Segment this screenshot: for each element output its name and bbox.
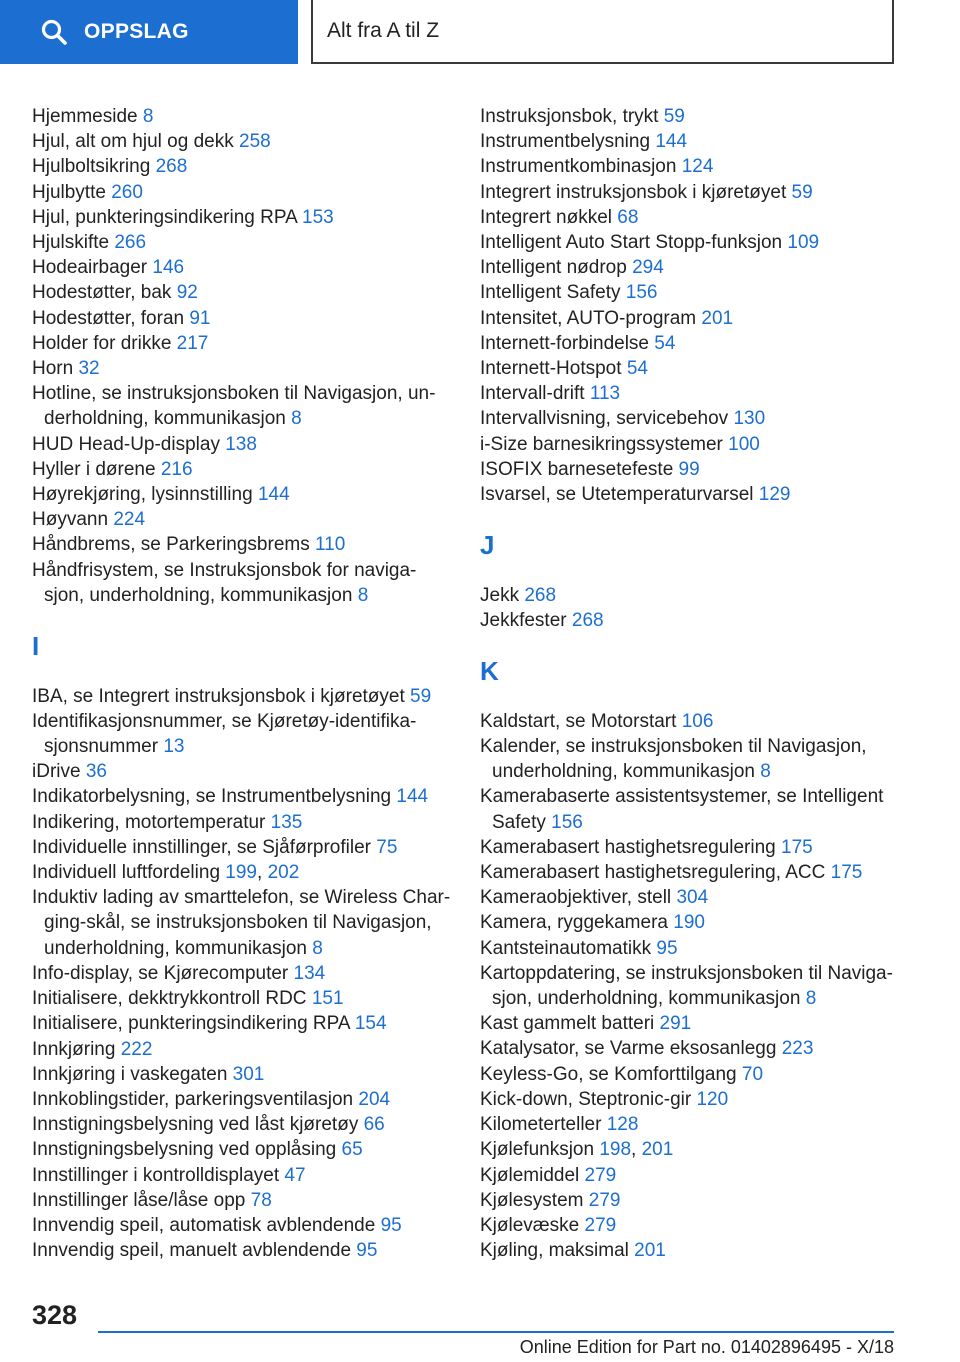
index-entry (480, 1036, 910, 1061)
page-link[interactable]: 201 (641, 1139, 674, 1161)
page-link[interactable]: 144 (396, 786, 429, 808)
index-column-left (32, 104, 452, 1263)
page-link[interactable]: 198 (599, 1139, 632, 1161)
index-entry (480, 356, 910, 381)
page-link[interactable]: 224 (113, 509, 146, 531)
page-link[interactable]: 201 (634, 1240, 666, 1262)
page-link[interactable]: 222 (120, 1038, 153, 1060)
index-entry (480, 406, 910, 431)
entry-term: Hjulboltsikring (32, 156, 151, 178)
entry-term: Intelligent Auto Start Stopp-funksjon (480, 232, 783, 254)
index-entry (32, 280, 452, 305)
page-link[interactable]: 99 (678, 458, 700, 480)
page-link[interactable]: 8 (142, 106, 154, 127)
page-link[interactable]: 201 (701, 307, 734, 329)
index-entry (480, 961, 910, 1011)
index-entry (32, 507, 452, 532)
page-link[interactable]: 154 (354, 1013, 387, 1035)
page-link[interactable]: 32 (78, 358, 100, 380)
page-link[interactable]: 36 (85, 761, 107, 783)
edition-text: Online Edition for Part no. 01402896495 - X/18 (519, 1337, 894, 1357)
entry-term: sjonsnummer (44, 736, 159, 758)
page-link[interactable]: 66 (363, 1114, 385, 1136)
breadcrumb-text: Alt fra A til Z (327, 19, 440, 42)
index-entry (32, 129, 452, 154)
entry-term: Holder for drikke (32, 332, 172, 354)
page-link[interactable]: 134 (293, 962, 326, 984)
page-link[interactable]: 129 (758, 484, 791, 506)
entry-term: Hodestøtter, foran (32, 307, 185, 329)
page-link[interactable]: 95 (380, 1214, 402, 1236)
page-link[interactable]: 268 (524, 584, 557, 606)
page-link[interactable]: 266 (114, 232, 147, 254)
entry-term: Initialisere, punkteringsindikering RPA (32, 1013, 350, 1035)
entry-term: Hodeairbager (32, 257, 148, 279)
index-entry (480, 457, 910, 482)
index-entry (32, 835, 452, 860)
index-entry (32, 709, 452, 759)
page-link[interactable]: 113 (589, 383, 621, 405)
entry-term: Kamera, ryggekamera (480, 912, 668, 934)
index-entry (32, 1011, 452, 1036)
page-link[interactable]: 216 (160, 458, 193, 480)
entry-term: ging-skål, se instruksjonsboken til Navigasjon, (44, 912, 432, 934)
index-entry (480, 1137, 910, 1162)
index-entry (480, 129, 910, 154)
index-entry (480, 432, 910, 457)
entry-term: Isvarsel, se Utetemperaturvarsel (480, 484, 754, 506)
breadcrumb (311, 0, 894, 64)
index-entry (32, 1213, 452, 1238)
page-link[interactable]: 258 (239, 131, 271, 153)
entry-term: Kantsteinautomatikk (480, 937, 652, 959)
index-entry (480, 709, 910, 734)
entry-term: Horn (32, 358, 74, 380)
index-entry (32, 381, 452, 431)
entry-term: Intervall-drift (480, 383, 585, 405)
entry-term: Instrumentkombinasjon (480, 156, 677, 178)
page-link[interactable]: 106 (681, 710, 714, 732)
index-entry (32, 205, 452, 230)
letter-heading: I (32, 630, 40, 661)
index-entry (480, 306, 910, 331)
entry-term: Innvendig speil, manuelt avblendende (32, 1240, 352, 1262)
index-entry (480, 331, 910, 356)
footer-divider (98, 1331, 894, 1333)
page-link[interactable]: 95 (356, 1240, 378, 1262)
entry-term: Kamerabasert hastighetsregulering (480, 836, 776, 858)
index-entry (480, 784, 910, 834)
index-entry (480, 154, 910, 179)
index-entry (480, 583, 910, 608)
index-entry (480, 860, 910, 885)
index-entry (480, 1238, 910, 1263)
entry-term: ISOFIX barnesetefeste (480, 458, 674, 480)
index-entry (32, 684, 452, 709)
entry-term: Hodestøtter, bak (32, 282, 172, 304)
index-entry (32, 1062, 452, 1087)
entry-term: Kaldstart, se Motorstart (480, 710, 677, 732)
entry-term: sjon, underholdning, kommunikasjon (492, 988, 801, 1010)
entry-term: Hjulbytte (32, 181, 106, 203)
index-entry (32, 532, 452, 557)
page-link[interactable]: 151 (311, 988, 344, 1010)
page-link[interactable]: 120 (696, 1088, 729, 1110)
page-link[interactable]: 144 (655, 131, 688, 153)
page-link[interactable]: 59 (791, 181, 813, 203)
entry-term: Jekkfester (480, 610, 567, 632)
entry-term: Integrert instruksjonsbok i kjøretøyet (480, 181, 787, 203)
entry-term: Jekk (480, 584, 520, 606)
page-link[interactable]: 291 (659, 1013, 692, 1035)
index-entry (32, 356, 452, 381)
index-entry (480, 1087, 910, 1112)
page-link[interactable]: 75 (376, 836, 398, 858)
index-entry (32, 558, 452, 608)
page-link[interactable]: 279 (584, 1214, 617, 1236)
index-entry (480, 1062, 910, 1087)
page-link[interactable]: 301 (232, 1063, 265, 1085)
entry-term: Hjemmeside (32, 106, 138, 127)
page-link[interactable]: 8 (805, 988, 817, 1010)
index-entry (32, 180, 452, 205)
letter-heading: J (480, 530, 495, 561)
page-link[interactable]: 110 (315, 534, 346, 556)
search-tab-label: OPPSLAG (84, 20, 189, 43)
entry-term: Hjul, alt om hjul og dekk (32, 131, 234, 153)
page-link[interactable]: 70 (741, 1063, 764, 1085)
index-entry (480, 205, 910, 230)
page-link[interactable]: 202 (267, 862, 300, 884)
entry-term: Indikatorbelysning, se Instrumentbelysning (32, 786, 392, 808)
entry-term: Induktiv lading av smarttelefon, se Wireless Char- (32, 887, 451, 909)
entry-term: Identifikasjonsnummer, se Kjøretøy-identifika- (32, 710, 417, 732)
entry-term: Håndbrems, se Parkeringsbrems (32, 534, 310, 556)
entry-term: Hyller i dørene (32, 458, 156, 480)
letter-heading-block (480, 507, 910, 583)
entry-term: Individuell luftfordeling (32, 862, 221, 884)
index-entry (480, 230, 910, 255)
entry-term: Hjulskifte (32, 232, 110, 254)
page-link[interactable]: 144 (257, 484, 290, 506)
page-link[interactable]: 91 (189, 307, 211, 329)
page-link[interactable]: 65 (341, 1139, 363, 1161)
entry-term: underholdning, kommunikasjon (44, 937, 307, 959)
entry-term: iDrive (32, 761, 81, 783)
index-entry (32, 482, 452, 507)
index-entry (480, 1011, 910, 1036)
index-entry (32, 255, 452, 280)
index-entry (480, 1163, 910, 1188)
page-link[interactable]: 8 (760, 761, 771, 783)
page-link[interactable]: 59 (663, 106, 685, 127)
page-link[interactable]: 109 (787, 232, 820, 254)
letter-heading-block (480, 633, 910, 709)
index-entry (32, 1087, 452, 1112)
page-link[interactable]: 100 (728, 433, 760, 455)
index-entry (32, 457, 452, 482)
page-link[interactable]: 128 (606, 1114, 639, 1136)
entry-term: Innkjøring (32, 1038, 116, 1060)
entry-term: Indikering, motortemperatur (32, 811, 266, 833)
header (0, 0, 960, 70)
page-link[interactable]: 95 (656, 937, 678, 959)
entry-term: Innstillinger låse/låse opp (32, 1189, 246, 1211)
entry-term: Innstillinger i kontrolldisplayet (32, 1164, 280, 1186)
search-tab-button[interactable] (0, 0, 298, 64)
index-entry (32, 230, 452, 255)
index-entry (480, 835, 910, 860)
page-link[interactable]: 153 (302, 206, 334, 228)
page-link[interactable]: 175 (781, 836, 813, 858)
index-entry (32, 1037, 452, 1062)
page-link[interactable]: 146 (152, 257, 185, 279)
entry-term: Kartoppdatering, se instruksjonsboken til Naviga- (480, 962, 893, 984)
entry-term: Kjøling, maksimal (480, 1240, 629, 1262)
page-link[interactable]: 54 (626, 358, 648, 380)
index-entry (32, 986, 452, 1011)
entry-term: Internett-forbindelse (480, 332, 649, 354)
entry-term: Kamerabasert hastighetsregulering, ACC (480, 862, 826, 884)
index-entry (32, 104, 452, 129)
entry-term: Kalender, se instruksjonsboken til Navigasjon, (480, 736, 867, 758)
index-entry (480, 608, 910, 633)
entry-term: Katalysator, se Varme eksosanlegg (480, 1038, 777, 1060)
index-entry (32, 810, 452, 835)
entry-term: Info-display, se Kjørecomputer (32, 962, 289, 984)
entry-term: Instruksjonsbok, trykt (480, 106, 659, 127)
page-link[interactable]: 68 (617, 206, 639, 228)
index-entry (32, 432, 452, 457)
page-link[interactable]: 92 (176, 282, 198, 304)
search-icon (40, 18, 68, 46)
page-link[interactable]: 279 (588, 1189, 621, 1211)
entry-term: Initialisere, dekktrykkontroll RDC (32, 988, 307, 1010)
index-entry (480, 280, 910, 305)
entry-term: Intensitet, AUTO-program (480, 307, 697, 329)
page-link[interactable]: 294 (632, 257, 664, 279)
index-entry (32, 860, 452, 885)
letter-heading-block (32, 608, 452, 684)
entry-term: Innstigningsbelysning ved opplåsing (32, 1139, 337, 1161)
page-link[interactable]: 124 (681, 156, 714, 178)
page-separator: , (631, 1139, 637, 1161)
index-entry (32, 1238, 452, 1263)
page-link[interactable]: 59 (410, 685, 432, 707)
index-entry (32, 306, 452, 331)
entry-term: Kamerabaserte assistentsystemer, se Intelligent (480, 786, 884, 808)
index-entry (480, 734, 910, 784)
entry-term: Intelligent nødrop (480, 257, 627, 279)
entry-term: Kjølesystem (480, 1189, 584, 1211)
entry-term: Integrert nøkkel (480, 206, 612, 228)
page-link[interactable]: 135 (270, 811, 303, 833)
entry-term: HUD Head-Up-display (32, 433, 220, 455)
entry-term: Kast gammelt batteri (480, 1013, 655, 1035)
page-number: 328 (32, 1300, 78, 1330)
entry-term: Kjølemiddel (480, 1164, 580, 1186)
page-link[interactable]: 175 (830, 862, 863, 884)
index-entry (32, 885, 452, 961)
entry-term: derholdning, kommunikasjon (44, 408, 286, 430)
page-link[interactable]: 190 (673, 912, 705, 934)
entry-term: Safety (492, 811, 546, 833)
entry-term: Intelligent Safety (480, 282, 621, 304)
entry-term: Hotline, se instruksjonsboken til Navigasjon, un- (32, 383, 436, 405)
index-entry (480, 936, 910, 961)
index-entry (480, 1188, 910, 1213)
index-entry (32, 961, 452, 986)
entry-term: Kameraobjektiver, stell (480, 887, 672, 909)
index-entry (32, 154, 452, 179)
entry-term: Høyrekjøring, lysinnstilling (32, 484, 253, 506)
index-entry (480, 482, 910, 507)
page-link[interactable]: 204 (358, 1088, 391, 1110)
entry-term: Keyless-Go, se Komforttilgang (480, 1063, 737, 1085)
page-link[interactable]: 260 (111, 181, 143, 203)
page-link[interactable]: 138 (225, 433, 257, 455)
page-link[interactable]: 279 (584, 1164, 617, 1186)
entry-term: Hjul, punkteringsindikering RPA (32, 206, 297, 228)
entry-term: Innstigningsbelysning ved låst kjøretøy (32, 1114, 359, 1136)
page-link[interactable]: 304 (676, 887, 709, 909)
entry-term: Høyvann (32, 509, 109, 531)
letter-heading: K (480, 656, 499, 687)
page-link[interactable]: 156 (625, 282, 658, 304)
entry-term: Kilometerteller (480, 1114, 602, 1136)
page-link[interactable]: 268 (155, 156, 188, 178)
index-entry (32, 1112, 452, 1137)
page-link[interactable]: 13 (163, 736, 185, 758)
index-entry (480, 255, 910, 280)
index-entry (480, 1112, 910, 1137)
entry-term: IBA, se Integrert instruksjonsbok i kjøretøyet (32, 685, 405, 707)
index-entry (480, 381, 910, 406)
index-entry (32, 1163, 452, 1188)
page-link[interactable]: 8 (312, 937, 323, 959)
entry-term: Innkoblingstider, parkeringsventilasjon (32, 1088, 354, 1110)
index-entry (480, 104, 910, 129)
entry-term: Håndfrisystem, se Instruksjonsbok for naviga- (32, 559, 417, 581)
entry-term: Kjølevæske (480, 1214, 580, 1236)
entry-term: Instrumentbelysning (480, 131, 651, 153)
entry-term: Individuelle innstillinger, se Sjåførprofiler (32, 836, 371, 858)
entry-term: Intervallvisning, servicebehov (480, 408, 729, 430)
index-entry (32, 1188, 452, 1213)
page-link[interactable]: 78 (250, 1189, 272, 1211)
index-entry (480, 180, 910, 205)
page-separator: , (257, 862, 263, 884)
entry-term: sjon, underholdning, kommunikasjon (44, 584, 353, 606)
entry-term: Internett-Hotspot (480, 358, 622, 380)
page-link[interactable]: 54 (654, 332, 676, 354)
index-column-right (480, 104, 910, 1263)
page-link[interactable]: 217 (176, 332, 209, 354)
index-entry (32, 1137, 452, 1162)
entry-term: underholdning, kommunikasjon (492, 761, 755, 783)
index-entry (480, 885, 910, 910)
page-link[interactable]: 8 (291, 408, 302, 430)
entry-term: Innvendig speil, automatisk avblendende (32, 1214, 376, 1236)
index-entry (32, 759, 452, 784)
page-link[interactable]: 47 (284, 1164, 306, 1186)
index-entry (480, 1213, 910, 1238)
page-link[interactable]: 130 (733, 408, 766, 430)
index-entry (32, 331, 452, 356)
page-link[interactable]: 199 (225, 862, 257, 884)
entry-term: Kick-down, Steptronic-gir (480, 1088, 692, 1110)
page-link[interactable]: 156 (551, 811, 583, 833)
index-entry (480, 910, 910, 935)
index-entry (32, 784, 452, 809)
page-link[interactable]: 223 (781, 1038, 814, 1060)
entry-term: Kjølefunksjon (480, 1139, 595, 1161)
entry-term: Innkjøring i vaskegaten (32, 1063, 228, 1085)
page-link[interactable]: 8 (357, 584, 369, 606)
page-link[interactable]: 268 (571, 610, 604, 632)
entry-term: i-Size barnesikringssystemer (480, 433, 723, 455)
